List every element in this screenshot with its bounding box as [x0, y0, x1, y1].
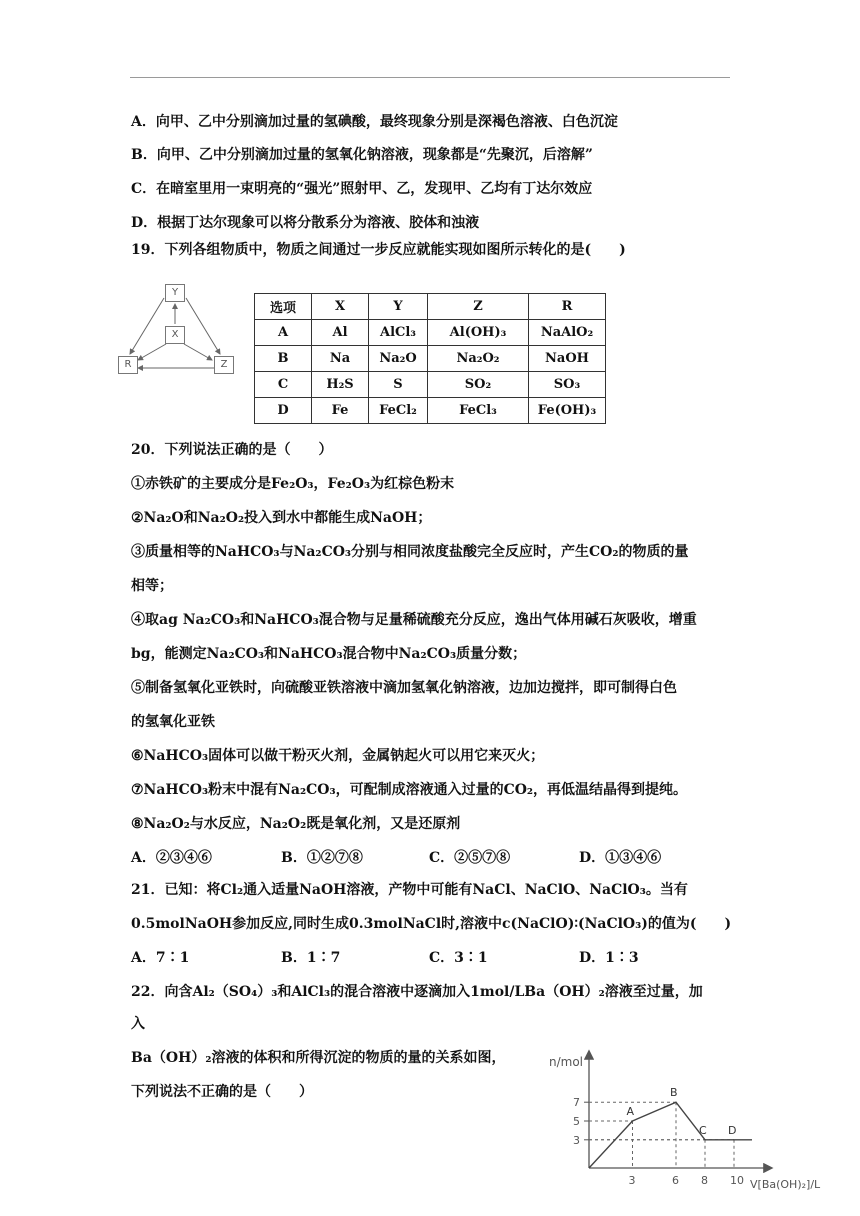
node-r: R: [118, 356, 138, 374]
table-cell: Na: [312, 346, 369, 372]
table-row: [255, 398, 606, 424]
node-z: Z: [214, 356, 234, 374]
table-cell: D: [255, 398, 312, 424]
table-cell: NaAlO₂: [529, 320, 606, 346]
q18-option-a: A．向甲、乙中分别滴加过量的氢碘酸，最终现象分别是深褐色溶液、白色沉淀: [131, 114, 618, 130]
table-cell: Fe(OH)₃: [529, 398, 606, 424]
x-tick-label: 8: [701, 1174, 708, 1187]
option-c: C．②⑤⑦⑧: [429, 850, 511, 866]
table-header-cell: 选项: [255, 294, 312, 320]
q18-option-b: B．向甲、乙中分别滴加过量的氢氧化钠溶液，现象都是“先聚沉，后溶解”: [131, 147, 593, 163]
q18-option-c: C．在暗室里用一束明亮的“强光”照射甲、乙，发现甲、乙均有丁达尔效应: [131, 181, 593, 197]
table-header-cell: Z: [428, 294, 529, 320]
option-d: D．①③④⑥: [579, 850, 662, 866]
q20-item: ①赤铁矿的主要成分是Fe₂O₃，Fe₂O₃为红棕色粉末: [131, 476, 455, 492]
table-cell: A: [255, 320, 312, 346]
table-cell: Na₂O: [369, 346, 428, 372]
point-label-d: D: [728, 1123, 737, 1137]
q20-item: ⑧Na₂O₂与水反应，Na₂O₂既是氧化剂，又是还原剂: [131, 816, 461, 832]
q20-item: ⑤制备氢氧化亚铁时，向硫酸亚铁溶液中滴加氢氧化钠溶液，边加边搅拌，即可制得白色: [131, 680, 677, 696]
point-label-c: C: [699, 1123, 707, 1137]
node-y: Y: [165, 284, 185, 302]
x-tick-label: 6: [672, 1174, 679, 1187]
option-b: B．①②⑦⑧: [281, 850, 363, 866]
table-cell: SO₂: [428, 372, 529, 398]
q20-item: ⑦NaHCO₃粉末中混有Na₂CO₃，可配制成溶液通入过量的CO₂，再低温结晶得到提纯。: [131, 782, 688, 798]
y-tick-label: 3: [573, 1133, 580, 1147]
q18-option-d: D．根据丁达尔现象可以将分散系分为溶液、胶体和浊液: [131, 215, 480, 231]
q20-item: ③质量相等的NaHCO₃与Na₂CO₃分别与相同浓度盐酸完全反应时，产生CO₂的物质的量: [131, 544, 689, 560]
option-a: A．②③④⑥: [131, 850, 212, 866]
q22-line: Ba（OH）₂溶液的体积和所得沉淀的物质的量的关系如图，: [131, 1050, 506, 1066]
table-row: [255, 346, 606, 372]
point-label-a: A: [626, 1105, 635, 1118]
table-cell: Al(OH)₃: [428, 320, 529, 346]
table-cell: AlCl₃: [369, 320, 428, 346]
q19-stem: 19．下列各组物质中，物质之间通过一步反应就能实现如图所示转化的是( ): [131, 242, 626, 258]
y-axis-label: n/mol: [549, 1055, 584, 1069]
table-cell: FeCl₂: [369, 398, 428, 424]
y-tick-label: 7: [573, 1096, 580, 1110]
header-rule: [130, 77, 730, 78]
table-cell: SO₃: [529, 372, 606, 398]
q21-line: 0.5molNaOH参加反应,同时生成0.3molNaCl时,溶液中c(NaClO)∶(NaClO₃)的值为( ): [131, 916, 732, 932]
table-cell: S: [369, 372, 428, 398]
table-cell: Na₂O₂: [428, 346, 529, 372]
q20-item: 相等；: [131, 578, 173, 594]
table-header-cell: R: [529, 294, 606, 320]
table-header-cell: Y: [369, 294, 428, 320]
table-cell: NaOH: [529, 346, 606, 372]
table-cell: Fe: [312, 398, 369, 424]
option-b: B．1∶7: [281, 950, 341, 966]
x-tick-label: 10: [730, 1174, 744, 1187]
q22-line: 22．向含Al₂（SO₄）₃和AlCl₃的混合溶液中逐滴加入1mol/LBa（OH）₂溶液至过量，加: [131, 984, 703, 1000]
q22-precipitate-chart: [545, 1046, 845, 1216]
table-cell: B: [255, 346, 312, 372]
table-cell: C: [255, 372, 312, 398]
q20-item: ②Na₂O和Na₂O₂投入到水中都能生成NaOH；: [131, 510, 432, 526]
table-header-cell: X: [312, 294, 369, 320]
x-tick-label: 3: [628, 1174, 636, 1187]
q20-item: 的氢氧化亚铁: [131, 714, 215, 730]
table-header-row: [255, 294, 606, 320]
q19-table: [254, 293, 606, 424]
q20-stem: 20．下列说法正确的是（ ）: [131, 442, 333, 458]
q22-line: 入: [131, 1016, 145, 1032]
table-row: [255, 320, 606, 346]
option-d: D．1∶3: [579, 950, 639, 966]
table-cell: FeCl₃: [428, 398, 529, 424]
q21-line: 21．已知：将Cl₂通入适量NaOH溶液，产物中可能有NaCl、NaClO、NaClO₃。当有: [131, 882, 688, 898]
q20-item: ⑥NaHCO₃固体可以做干粉灭火剂，金属钠起火可以用它来灭火；: [131, 748, 545, 764]
x-axis-label: V[Ba(OH)₂]/L: [750, 1178, 821, 1191]
q20-item: bg，能测定Na₂CO₃和NaHCO₃混合物中Na₂CO₃质量分数；: [131, 646, 527, 662]
table-cell: H₂S: [312, 372, 369, 398]
node-x: X: [165, 326, 185, 344]
option-c: C．3∶1: [429, 950, 488, 966]
table-cell: Al: [312, 320, 369, 346]
point-label-b: B: [670, 1086, 678, 1100]
series-line: [589, 1102, 737, 1168]
table-row: [255, 372, 606, 398]
q20-item: ④取ag Na₂CO₃和NaHCO₃混合物与足量稀硫酸充分反应，逸出气体用碱石灰吸收，增重: [131, 612, 697, 628]
q22-line: 下列说法不正确的是（ ）: [131, 1084, 313, 1100]
option-a: A．7∶1: [131, 950, 190, 966]
y-tick-label: 5: [573, 1115, 580, 1128]
